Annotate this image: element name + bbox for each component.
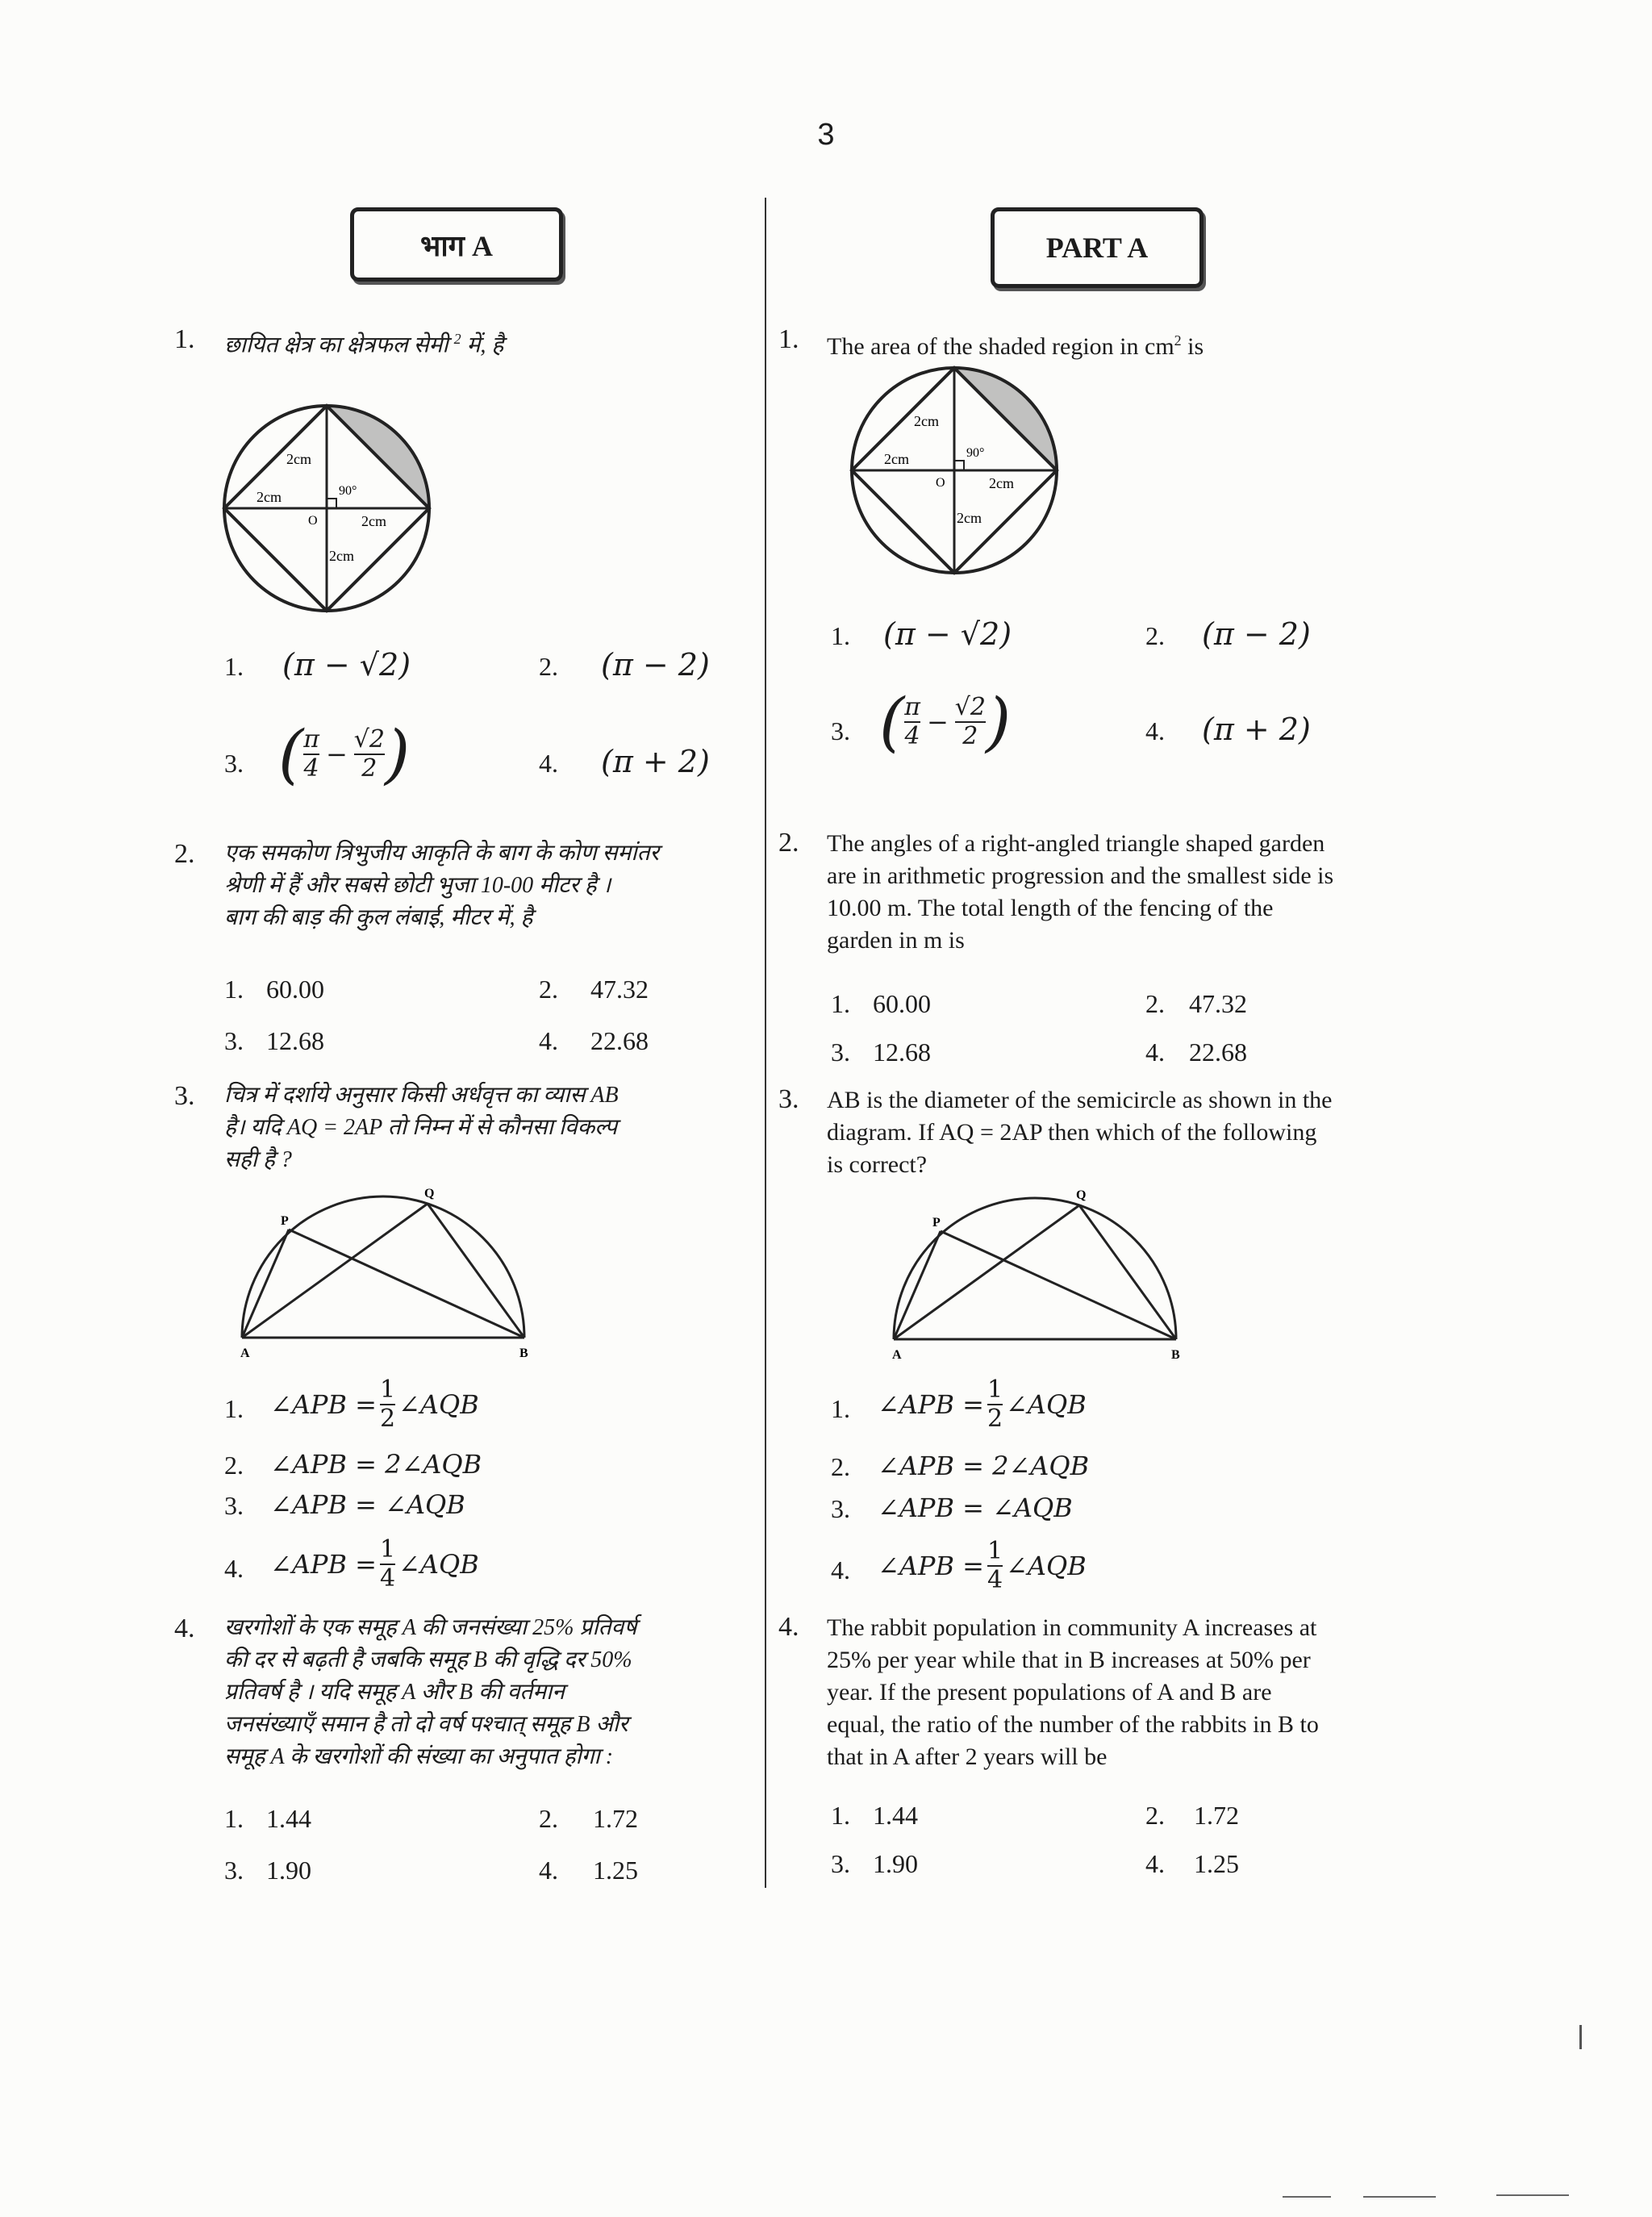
question-line: बाग की बाड़ की कुल लंबाई, मीटर में, है	[224, 905, 533, 930]
question-line: The angles of a right-angled triangle shaped garden	[827, 830, 1325, 857]
option-value: (π − √2)	[883, 616, 1012, 652]
question-text	[224, 323, 503, 361]
scan-mark	[1579, 2025, 1582, 2049]
equation-lhs: ∠APB =	[270, 1389, 377, 1420]
part-label-english-text: PART A	[1045, 232, 1149, 264]
paren-close: )	[384, 716, 411, 791]
question-line: The rabbit population in community A increases at	[827, 1614, 1317, 1641]
part-label-hindi	[350, 207, 563, 282]
denominator: 2	[379, 1405, 396, 1433]
question-line: equal, the ratio of the number of the rabbits in B to	[827, 1711, 1319, 1738]
option-value: (π − √2)	[282, 647, 411, 683]
point-label: P	[932, 1216, 941, 1230]
denominator: 2	[987, 1405, 1003, 1433]
question-line: 10.00 m. The total length of the fencing of the	[827, 895, 1274, 921]
question-text	[827, 828, 1416, 957]
option-value: 22.68	[1189, 1038, 1247, 1067]
equation-rhs: ∠AQB	[398, 1389, 479, 1420]
line-qb	[1079, 1205, 1176, 1339]
question-line: year. If the present populations of A and B are	[827, 1679, 1272, 1706]
paren-open: (	[879, 684, 905, 759]
numerator: √2	[954, 692, 986, 721]
option-number: 3.	[831, 1038, 850, 1067]
circle-square-diagram	[845, 361, 1063, 579]
option-value: 1.90	[873, 1849, 918, 1878]
question-line: खरगोशों के एक समूह A की जनसंख्या 25% प्रतिवर्ष	[224, 1615, 637, 1640]
question-text-sup: 2	[1174, 332, 1182, 349]
point-label: A	[240, 1346, 250, 1360]
option-value: (π + 2)	[1202, 712, 1311, 747]
diagram-label: 2cm	[361, 513, 386, 529]
question-text-sup: 2	[453, 331, 461, 347]
diagram-label: 2cm	[257, 489, 282, 505]
equation-lhs: ∠APB =	[270, 1549, 377, 1580]
fraction	[955, 694, 986, 750]
diagram-label: 2cm	[989, 475, 1014, 491]
question-text	[224, 1612, 757, 1773]
question-line: are in arithmetic progression and the smallest side is	[827, 862, 1334, 889]
option-value	[878, 1538, 1087, 1594]
option-value: 1.44	[873, 1801, 918, 1830]
point-label: B	[519, 1346, 528, 1360]
question-line: की दर से बढ़ती है जबकि समूह B की वृद्धि दर 50%	[224, 1647, 632, 1672]
part-label-english	[991, 207, 1204, 288]
diagram-label: 90°	[339, 484, 357, 498]
denominator: 4	[987, 1566, 1003, 1594]
option-value: 47.32	[1189, 989, 1247, 1018]
option-number: 3.	[831, 1849, 850, 1878]
question-text	[827, 324, 1204, 363]
option-number: 3.	[831, 716, 850, 745]
option-number: 1.	[831, 1801, 850, 1830]
fraction	[380, 1536, 395, 1593]
option-number: 2.	[539, 975, 558, 1004]
scan-mark	[1363, 2196, 1436, 2198]
numerator: √2	[353, 724, 385, 754]
question-number: 2.	[174, 839, 195, 869]
question-text-start: The area of the shaded region in cm	[827, 333, 1174, 360]
option-value: ∠APB = 2∠AQB	[270, 1449, 482, 1480]
diagram-label: O	[308, 514, 318, 528]
question-line: जनसंख्याएँ समान है तो दो वर्ष पश्चात् समूह B और	[224, 1712, 628, 1737]
diagram-label: 2cm	[286, 451, 311, 467]
question-line: प्रतिवर्ष है । यदि समूह A और B की वर्तमान	[224, 1680, 565, 1705]
question-line: 25% per year while that in B increases at 50% per	[827, 1647, 1311, 1673]
option-number: 4.	[539, 1026, 558, 1055]
question-line: सही है ?	[224, 1147, 292, 1172]
question-number: 4.	[778, 1612, 799, 1642]
question-text-start: छायित क्षेत्र का क्षेत्रफल सेमी	[224, 332, 448, 358]
question-text-end: is	[1181, 333, 1204, 360]
diagram-label: 2cm	[957, 510, 982, 526]
question-line: श्रेणी में हैं और सबसे छोटी भुजा 10-00 मीटर है ।	[224, 873, 611, 898]
option-value: (π + 2)	[601, 744, 710, 779]
part-label-hindi-text: भाग A	[420, 229, 493, 262]
option-value: (π − 2)	[1202, 616, 1311, 652]
numerator: π	[303, 724, 319, 754]
option-value: 60.00	[266, 975, 324, 1004]
option-number: 1.	[831, 989, 850, 1018]
question-text-end: में, है	[466, 332, 504, 358]
option-value: 12.68	[266, 1026, 324, 1055]
denominator: 4	[379, 1564, 396, 1593]
question-text	[224, 1079, 757, 1176]
option-value: 1.25	[1194, 1849, 1239, 1878]
fraction	[303, 726, 319, 783]
option-value: 22.68	[590, 1026, 649, 1055]
option-number: 3.	[831, 1494, 850, 1523]
semicircle-diagram	[886, 1186, 1192, 1363]
numerator: 1	[379, 1376, 396, 1404]
equation-lhs: ∠APB =	[878, 1551, 984, 1581]
option-number: 1.	[831, 621, 850, 650]
circle-square-diagram	[218, 399, 436, 617]
option-value: ∠APB = ∠AQB	[270, 1489, 465, 1520]
denominator: 4	[904, 721, 920, 750]
option-value: 1.72	[593, 1804, 638, 1833]
question-number: 3.	[778, 1084, 799, 1114]
paren-open: (	[278, 716, 304, 791]
question-line: is correct?	[827, 1151, 928, 1178]
option-number: 3.	[224, 1856, 244, 1885]
option-number: 4.	[539, 1856, 558, 1885]
question-line: AB is the diameter of the semicircle as shown in the	[827, 1087, 1333, 1113]
question-line: है। यदि AQ = 2AP तो निम्न में से कौनसा विकल्प	[224, 1115, 618, 1140]
equation-rhs: ∠AQB	[1006, 1551, 1087, 1581]
option-number: 2.	[539, 1804, 558, 1833]
option-value: 1.44	[266, 1804, 311, 1833]
question-line: garden in m is	[827, 927, 965, 954]
question-number: 3.	[174, 1081, 195, 1111]
option-number: 1.	[224, 1394, 244, 1423]
minus-sign: −	[926, 706, 949, 737]
option-number: 4.	[1145, 716, 1165, 745]
option-value: (π − 2)	[601, 647, 710, 683]
paren-close: )	[985, 684, 1012, 759]
fraction	[354, 726, 385, 783]
equation-rhs: ∠AQB	[398, 1549, 479, 1580]
numerator: 1	[379, 1535, 396, 1564]
equation-lhs: ∠APB =	[878, 1389, 984, 1420]
denominator: 4	[303, 754, 319, 783]
column-divider	[765, 198, 766, 1888]
option-number: 4.	[1145, 1849, 1165, 1878]
scan-mark	[1283, 2196, 1331, 2198]
option-number: 2.	[1145, 621, 1165, 650]
question-number: 1.	[778, 324, 799, 354]
option-number: 2.	[1145, 989, 1165, 1018]
question-line: चित्र में दर्शाये अनुसार किसी अर्धवृत्त का व्यास AB	[224, 1083, 619, 1108]
fraction	[904, 694, 920, 750]
option-value: ∠APB = 2∠AQB	[878, 1451, 1090, 1481]
right-angle-mark	[327, 499, 336, 508]
diagram-label: 90°	[966, 446, 985, 460]
option-value: 1.25	[593, 1856, 638, 1885]
option-value-fraction	[278, 716, 410, 791]
point-label: Q	[424, 1187, 435, 1200]
point-label: Q	[1076, 1188, 1087, 1202]
option-number: 4.	[224, 1554, 244, 1583]
option-value-fraction	[879, 684, 1011, 759]
option-number: 2.	[224, 1451, 244, 1480]
option-value: 1.72	[1194, 1801, 1239, 1830]
option-number: 1.	[224, 1804, 244, 1833]
option-value	[878, 1376, 1087, 1433]
option-number: 4.	[1145, 1038, 1165, 1067]
option-number: 1.	[831, 1394, 850, 1423]
option-number: 1.	[224, 652, 244, 681]
question-number: 1.	[174, 324, 195, 354]
point-label: A	[892, 1348, 902, 1362]
option-number: 3.	[224, 749, 244, 778]
question-line: एक समकोण त्रिभुजीय आकृति के बाग के कोण समांतर	[224, 841, 660, 866]
option-value: ∠APB = ∠AQB	[878, 1493, 1073, 1523]
scan-mark	[1496, 2194, 1569, 2196]
option-number: 3.	[224, 1026, 244, 1055]
numerator: π	[904, 692, 920, 721]
diagram-label: 2cm	[329, 548, 354, 564]
option-value: 60.00	[873, 989, 931, 1018]
page-number: 3	[817, 118, 835, 152]
option-value	[270, 1376, 479, 1433]
numerator: 1	[987, 1537, 1003, 1565]
denominator: 2	[962, 721, 978, 750]
semicircle-diagram	[234, 1184, 540, 1362]
question-text	[827, 1612, 1416, 1773]
diagram-label: 2cm	[884, 451, 909, 467]
point-label: B	[1171, 1348, 1180, 1362]
question-text	[827, 1084, 1416, 1181]
option-value: 12.68	[873, 1038, 931, 1067]
minus-sign: −	[325, 738, 348, 770]
option-number: 4.	[831, 1555, 850, 1584]
option-value: 47.32	[590, 975, 649, 1004]
question-number: 4.	[174, 1614, 195, 1643]
right-angle-mark	[954, 461, 964, 470]
option-number: 4.	[539, 749, 558, 778]
question-line: that in A after 2 years will be	[827, 1743, 1108, 1770]
diagram-label: O	[936, 476, 945, 490]
fraction	[380, 1376, 395, 1433]
question-number: 2.	[778, 828, 799, 858]
denominator: 2	[361, 754, 378, 783]
option-number: 1.	[224, 975, 244, 1004]
option-number: 2.	[539, 652, 558, 681]
option-number: 2.	[1145, 1801, 1165, 1830]
fraction	[987, 1376, 1003, 1433]
question-line: समूह A के खरगोशों की संख्या का अनुपात होगा :	[224, 1744, 614, 1769]
line-qb	[428, 1204, 524, 1338]
point-label: P	[281, 1214, 289, 1228]
equation-rhs: ∠AQB	[1006, 1389, 1087, 1420]
option-value	[270, 1536, 479, 1593]
fraction	[987, 1538, 1003, 1594]
option-number: 3.	[224, 1491, 244, 1520]
option-number: 2.	[831, 1452, 850, 1481]
question-line: diagram. If AQ = 2AP then which of the following	[827, 1119, 1317, 1146]
numerator: 1	[987, 1376, 1003, 1404]
option-value: 1.90	[266, 1856, 311, 1885]
diagram-label: 2cm	[914, 413, 939, 429]
question-text	[224, 837, 757, 934]
